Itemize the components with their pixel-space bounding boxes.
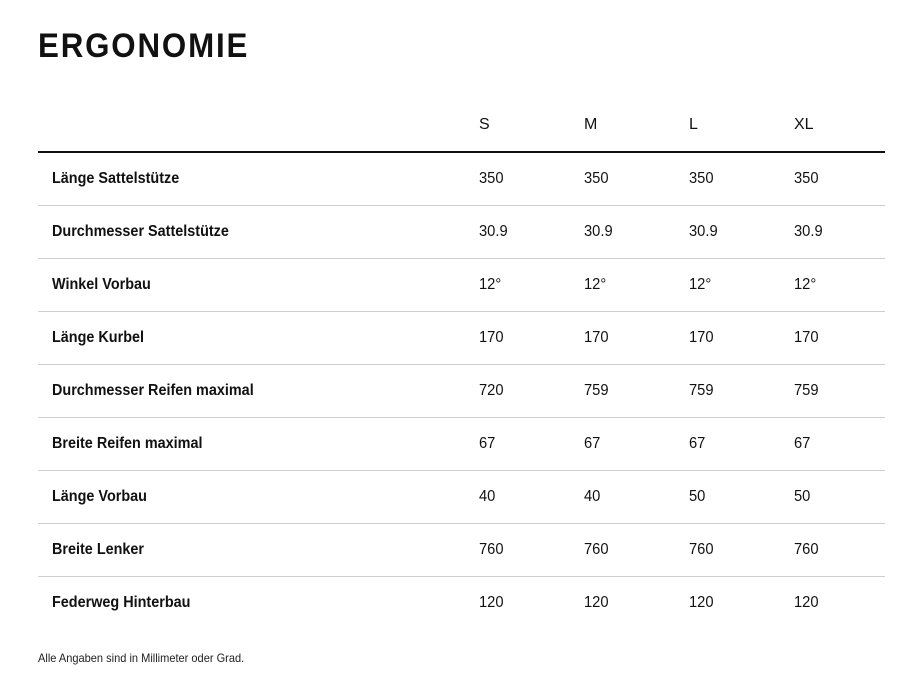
table-cell: 350 — [479, 170, 504, 187]
row-label: Durchmesser Sattelstütze — [52, 223, 229, 240]
table-cell: 170 — [689, 329, 714, 346]
row-label: Federweg Hinterbau — [52, 594, 191, 611]
table-cell: 67 — [584, 435, 601, 452]
table-cell: 12° — [584, 276, 607, 293]
table-cell: 120 — [689, 594, 714, 611]
table-cell: 350 — [689, 170, 714, 187]
table-cell: 760 — [479, 541, 504, 558]
table-cell: 30.9 — [584, 223, 613, 240]
table-cell: 759 — [689, 382, 714, 399]
page-title: ERGONOMIE — [38, 27, 250, 65]
row-label: Länge Sattelstütze — [52, 170, 180, 187]
table-row — [38, 418, 885, 471]
table-cell: 40 — [479, 488, 496, 505]
table-cell: 30.9 — [479, 223, 508, 240]
table-cell: 760 — [794, 541, 819, 558]
table-cell: 12° — [689, 276, 712, 293]
table-row — [38, 206, 885, 259]
table-cell: 350 — [584, 170, 609, 187]
column-header-l: L — [689, 115, 698, 133]
table-cell: 67 — [689, 435, 706, 452]
table-row — [38, 153, 885, 206]
table-cell: 67 — [794, 435, 811, 452]
table-row — [38, 471, 885, 524]
row-label: Breite Reifen maximal — [52, 435, 203, 452]
table-cell: 40 — [584, 488, 601, 505]
table-cell: 67 — [479, 435, 496, 452]
table-row — [38, 577, 885, 629]
column-header-s: S — [479, 115, 490, 133]
table-cell: 12° — [794, 276, 817, 293]
table-cell: 720 — [479, 382, 504, 399]
table-cell: 12° — [479, 276, 502, 293]
table-cell: 759 — [794, 382, 819, 399]
table-cell: 170 — [794, 329, 819, 346]
table-cell: 759 — [584, 382, 609, 399]
table-row — [38, 524, 885, 577]
table-row — [38, 365, 885, 418]
table-row — [38, 259, 885, 312]
table-cell: 170 — [479, 329, 504, 346]
column-header-m: M — [584, 115, 598, 133]
table-cell: 30.9 — [689, 223, 718, 240]
row-label: Länge Vorbau — [52, 488, 147, 505]
row-label: Winkel Vorbau — [52, 276, 151, 293]
column-header-xl: XL — [794, 115, 814, 133]
footnote: Alle Angaben sind in Millimeter oder Grad. — [38, 651, 245, 665]
row-label: Durchmesser Reifen maximal — [52, 382, 254, 399]
table-cell: 120 — [794, 594, 819, 611]
geometry-table — [38, 98, 885, 629]
row-label: Länge Kurbel — [52, 329, 145, 346]
table-cell: 350 — [794, 170, 819, 187]
table-cell: 120 — [479, 594, 504, 611]
table-cell: 170 — [584, 329, 609, 346]
table-cell: 760 — [584, 541, 609, 558]
table-cell: 120 — [584, 594, 609, 611]
table-cell: 50 — [794, 488, 811, 505]
row-label: Breite Lenker — [52, 541, 145, 558]
table-header — [38, 98, 885, 153]
table-row — [38, 312, 885, 365]
table-cell: 50 — [689, 488, 706, 505]
table-cell: 760 — [689, 541, 714, 558]
table-cell: 30.9 — [794, 223, 823, 240]
